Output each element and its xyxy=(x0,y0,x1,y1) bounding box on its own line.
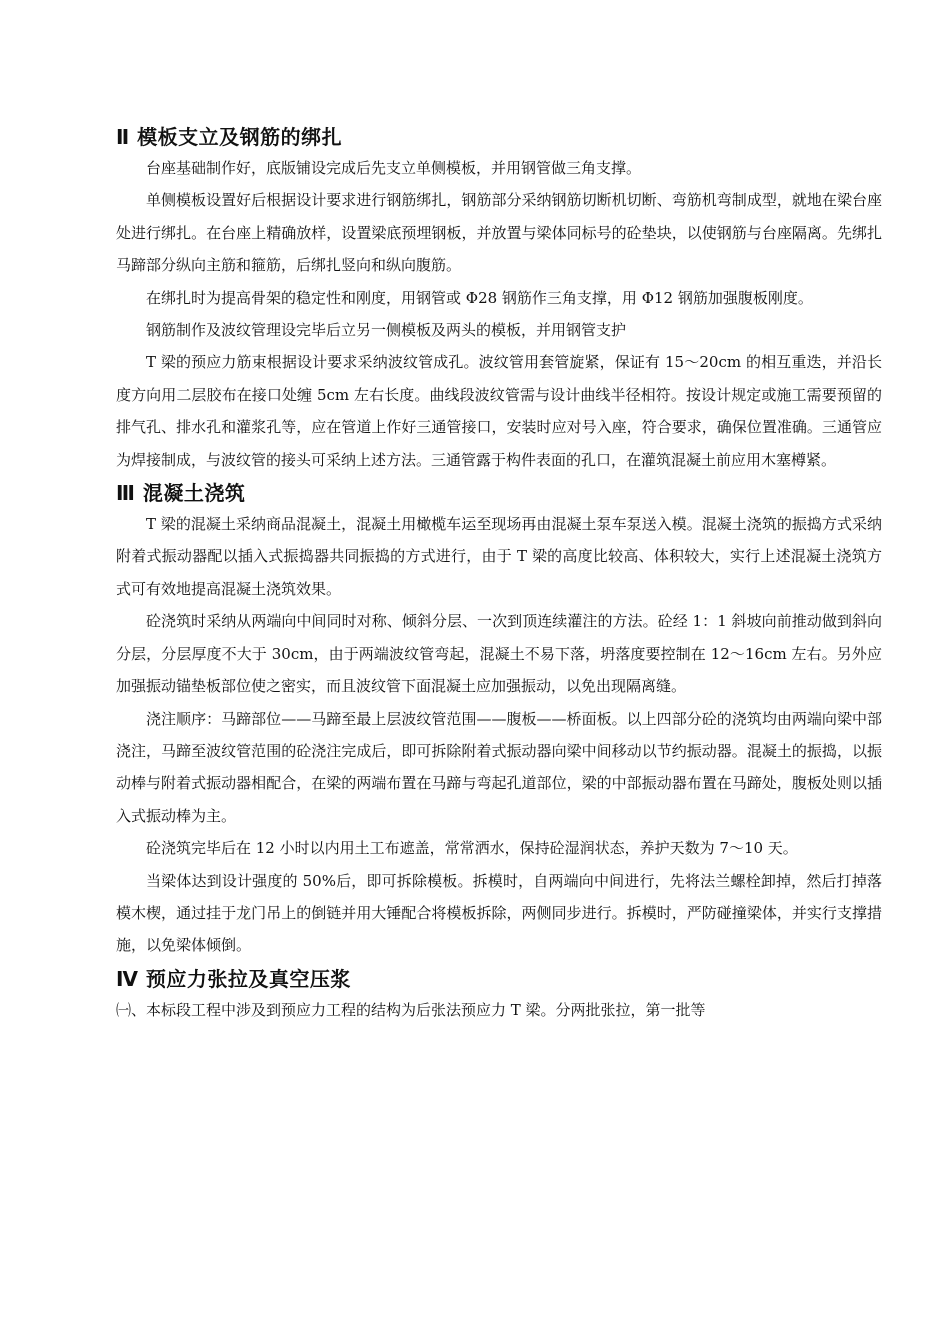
paragraph: 台座基础制作好，底版铺设完成后先支立单侧模板，并用钢管做三角支撑。 xyxy=(146,159,642,177)
paragraph: 在绑扎时为提高骨架的稳定性和刚度，用钢管或 Φ28 钢筋作三角支撑，用 Φ12 钢筋加强腹板刚度。 xyxy=(146,288,813,307)
section-heading: Ⅲ 混凝土浇筑 xyxy=(116,481,246,506)
paragraph: ㈠、本标段工程中涉及到预应力工程的结构为后张法预应力 T 梁。分两批张拉，第一批等 xyxy=(116,1000,706,1019)
section-concrete-pouring xyxy=(116,478,882,962)
document-body xyxy=(116,120,882,1026)
paragraph: 浇注顺序：马蹄部位——马蹄至最上层波纹管范围——腹板——桥面板。以上四部分砼的浇筑均由两端向梁中部浇注，马蹄至波纹管范围的砼浇注完成后，即可拆除附着式振动器向梁中间移动以节约振动器。混凝土的振捣，以振动棒与附着式振动器相配合，在梁的两端布置在马蹄与弯起孔道部位，梁的中部振动器布置在马蹄处，腹板处则以插入式振动棒为主。 xyxy=(116,709,882,825)
section-heading: Ⅱ 模板支立及钢筋的绑扎 xyxy=(116,125,343,149)
paragraph: 钢筋制作及波纹管理设完毕后立另一侧模板及两头的模板，并用钢管支护 xyxy=(146,321,627,340)
paragraph: 当梁体达到设计强度的 50%后，即可拆除模板。拆模时，自两端向中间进行，先将法兰螺栓卸掉，然后打掉落模木楔，通过挂于龙门吊上的倒链并用大锤配合将模板拆除，两侧同步进行。拆模时，严防碰撞梁体，并实行支撑措施，以免梁体倾倒。 xyxy=(116,871,882,955)
section-formwork-rebar xyxy=(116,122,882,476)
section-heading: Ⅳ 预应力张拉及真空压浆 xyxy=(116,966,351,991)
paragraph: 单侧模板设置好后根据设计要求进行钢筋绑扎，钢筋部分采纳钢筋切断机切断、弯筋机弯制成型，就地在梁台座处进行绑扎。在台座上精确放样，设置梁底预埋钢板，并放置与梁体同标号的砼垫块，以使钢筋与台座隔离。先绑扎马蹄部分纵向主筋和箍筋，后绑扎竖向和纵向腹筋。 xyxy=(116,191,882,275)
paragraph: T 梁的预应力筋束根据设计要求采纳波纹管成孔。波纹管用套管旋紧，保证有 15～20cm 的相互重迭，并沿长度方向用二层胶布在接口处缠 5cm 左右长度。曲线段波纹管需与设计曲线半径相符。按设计规定或施工需要预留的排气孔、排水孔和灌浆孔等，应在管道上作好三通管接口，安装时应对号入座，符合要求，确保位置准确。三通管应为焊接制成，与波纹管的接头可采纳上述方法。三通管露于构件表面的孔口，在灌筑混凝土前应用木塞樽紧。 xyxy=(116,353,882,469)
paragraph: 砼浇筑完毕后在 12 小时以内用土工布遮盖，常常洒水，保持砼湿润状态，养护天数为 7～10 天。 xyxy=(146,839,798,858)
section-prestress-grouting xyxy=(116,964,882,1026)
paragraph: 砼浇筑时采纳从两端向中间同时对称、倾斜分层、一次到顶连续灌注的方法。砼经 1：1 斜坡向前推动做到斜向分层，分层厚度不大于 30cm，由于两端波纹管弯起，混凝土不易下落，坍落度要控制在 12～16cm 左右。另外应加强振动锚垫板部位使之密实，而且波纹管下面混凝土应加强振动，以免出现隔离缝。 xyxy=(116,612,882,696)
paragraph: T 梁的混凝土采纳商品混凝土，混凝土用橄榄车运至现场再由混凝土泵车泵送入模。混凝土浇筑的振捣方式采纳附着式振动器配以插入式振捣器共同振捣的方式进行，由于 T 梁的高度比较高、体积较大，实行上述混凝土浇筑方式可有效地提高混凝土浇筑效果。 xyxy=(116,515,882,598)
